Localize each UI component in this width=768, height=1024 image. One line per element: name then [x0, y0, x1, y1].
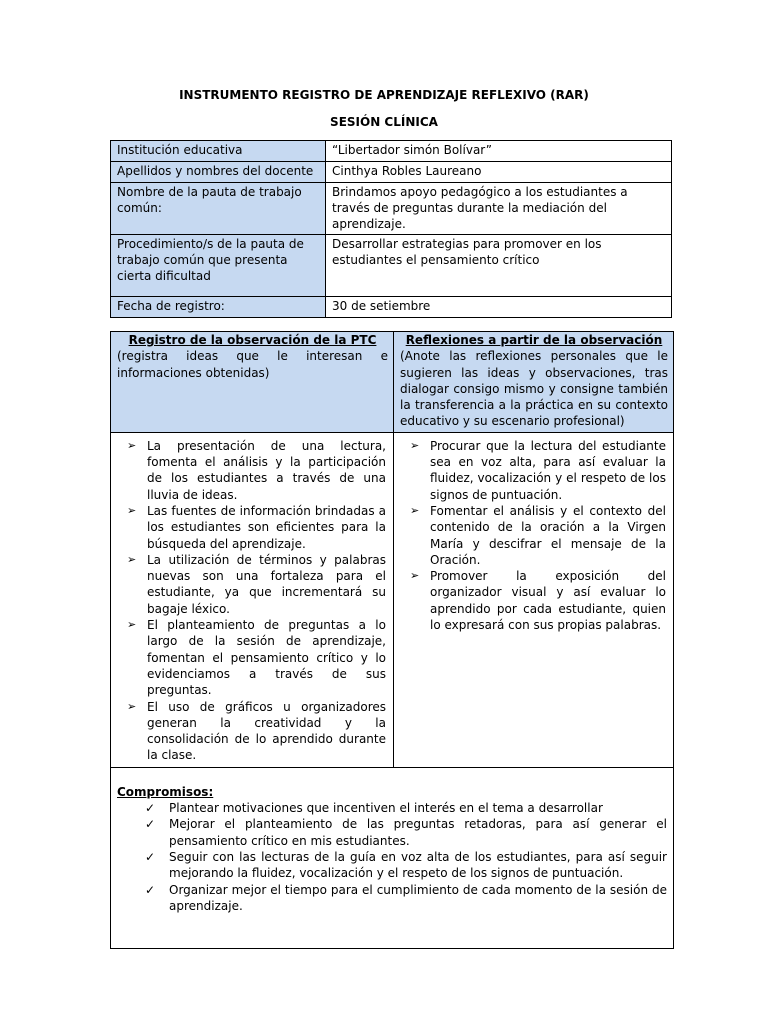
- commitments-title: Compromisos:: [117, 784, 214, 799]
- checkmark-icon: ✓: [145, 801, 156, 816]
- reflection-cell: [394, 432, 674, 767]
- table-row: [111, 767, 674, 948]
- table-row: [111, 162, 672, 183]
- info-value: Cinthya Robles Laureano: [326, 162, 672, 183]
- arrow-bullet-icon: ➢: [410, 569, 420, 583]
- observation-header-note: (registra ideas que le interesan e informaciones obtenidas): [117, 349, 388, 380]
- list-item: ✓ Seguir con las lecturas de la guía en voz alta de los estudiantes, para así seguir mejorando la fluidez, vocalización y el respeto de los signos de puntuación.: [145, 849, 667, 881]
- info-label: Procedimiento/s de la pauta de trabajo común que presenta cierta dificultad: [111, 235, 326, 297]
- reflection-list: [395, 434, 672, 636]
- commitments-list: [117, 800, 667, 914]
- info-label: Apellidos y nombres del docente: [111, 162, 326, 183]
- list-item: ➢ Las fuentes de información brindadas a los estudiantes son eficientes para la búsqueda del aprendizaje.: [127, 503, 386, 551]
- info-label: Institución educativa: [111, 141, 326, 162]
- observation-table: [110, 331, 674, 949]
- list-item: ➢ Procurar que la lectura del estudiante sea en voz alta, para así evaluar la fluidez, vocalización y el respeto de los signos de puntuación.: [410, 438, 666, 502]
- list-item: ➢ Fomentar el análisis y el contexto del contenido de la oración a la Virgen María y descifrar el mensaje de la Oración.: [410, 503, 666, 567]
- checkmark-icon: ✓: [145, 882, 156, 897]
- observation-cell: [111, 432, 394, 767]
- observation-header-title: Registro de la observación de la PTC: [128, 333, 377, 347]
- arrow-bullet-icon: ➢: [127, 438, 137, 452]
- list-item: ➢ La presentación de una lectura, fomenta el análisis y la participación de los estudiantes a través de una lluvia de ideas.: [127, 438, 386, 502]
- info-label: Fecha de registro:: [111, 297, 326, 318]
- table-row: [111, 432, 674, 767]
- list-item: ➢ Promover la exposición del organizador visual y así evaluar lo aprendido por cada estudiante, quien lo expresará con sus propias palabras.: [410, 569, 666, 633]
- info-value: Desarrollar estrategias para promover en los estudiantes el pensamiento crítico: [326, 235, 672, 297]
- list-item: ➢ El uso de gráficos u organizadores generan la creatividad y la consolidación de lo aprendido durante la clase.: [127, 699, 386, 763]
- document-subtitle: SESIÓN CLÍNICA: [330, 115, 438, 129]
- commitments-cell: [111, 767, 674, 948]
- reflection-header-title: Reflexiones a partir de la observación: [405, 333, 663, 347]
- arrow-bullet-icon: ➢: [410, 503, 420, 517]
- reflection-header: [394, 332, 674, 433]
- arrow-bullet-icon: ➢: [127, 618, 137, 632]
- checkmark-icon: ✓: [145, 849, 156, 864]
- observation-list: [112, 434, 392, 766]
- table-row: [111, 297, 672, 318]
- table-row: [111, 183, 672, 235]
- arrow-bullet-icon: ➢: [410, 438, 420, 452]
- info-label: Nombre de la pauta de trabajo común:: [111, 183, 326, 235]
- list-item: ✓ Plantear motivaciones que incentiven el interés en el tema a desarrollar: [145, 801, 603, 816]
- table-row: [111, 235, 672, 297]
- observation-header: [111, 332, 394, 433]
- list-item: ➢ La utilización de términos y palabras nuevas son una fortaleza para el estudiante, ya que incrementará su bagaje léxico.: [127, 552, 386, 616]
- table-header-row: [111, 332, 674, 433]
- checkmark-icon: ✓: [145, 817, 156, 832]
- info-table: [110, 140, 672, 318]
- info-value: “Libertador simón Bolívar”: [326, 141, 672, 162]
- table-row: [111, 141, 672, 162]
- document-title: INSTRUMENTO REGISTRO DE APRENDIZAJE REFLEXIVO (RAR): [179, 88, 589, 102]
- reflection-header-note: (Anote las reflexiones personales que le sugieren las ideas y observaciones, tras dialogar consigo mismo y consigne también la transferencia a la práctica en su contexto educativo y su escenario profesional): [400, 349, 668, 429]
- info-value: Brindamos apoyo pedagógico a los estudiantes a través de preguntas durante la mediación del aprendizaje.: [326, 183, 672, 235]
- list-item: ➢ El planteamiento de preguntas a lo largo de la sesión de aprendizaje, fomentan el pensamiento crítico y lo evidenciamos a través de sus preguntas.: [127, 618, 386, 698]
- list-item: ✓ Mejorar el planteamiento de las preguntas retadoras, para así generar el pensamiento crítico en mis estudiantes.: [145, 817, 667, 848]
- arrow-bullet-icon: ➢: [127, 503, 137, 517]
- info-value: 30 de setiembre: [326, 297, 672, 318]
- list-item: ✓ Organizar mejor el tiempo para el cumplimiento de cada momento de la sesión de aprendizaje.: [145, 882, 667, 913]
- arrow-bullet-icon: ➢: [127, 552, 137, 566]
- arrow-bullet-icon: ➢: [127, 699, 137, 713]
